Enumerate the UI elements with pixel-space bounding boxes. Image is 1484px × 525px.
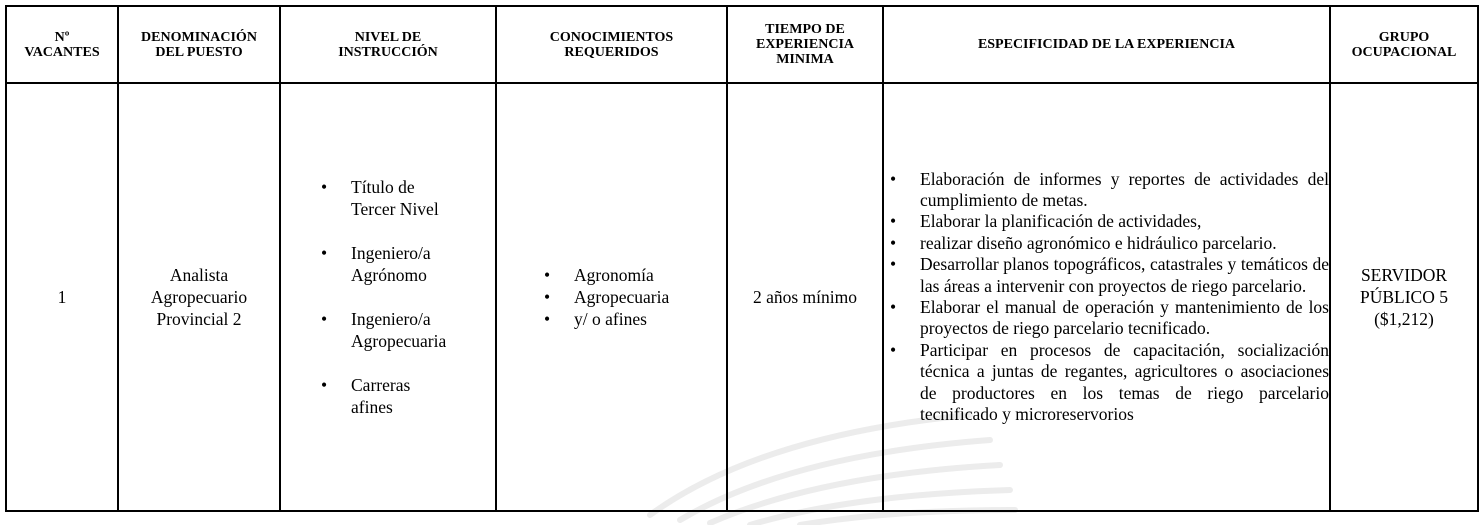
header-nivel-line1: NIVEL DE bbox=[354, 29, 422, 45]
header-tiempo-line3: MINIMA bbox=[776, 52, 834, 67]
cell-denominacion bbox=[118, 83, 280, 511]
header-conocimientos bbox=[496, 6, 727, 83]
header-denominacion-line1: DENOMINACIÓN bbox=[141, 29, 257, 45]
header-especificidad-line1: ESPECIFICIDAD DE LA EXPERIENCIA bbox=[977, 37, 1236, 52]
cell-conocimientos bbox=[496, 83, 727, 511]
vacantes-value: 1 bbox=[57, 287, 67, 307]
list-item bbox=[538, 286, 726, 308]
cell-nivel-instruccion bbox=[280, 83, 496, 511]
conocimiento-3: y/ o afines bbox=[574, 309, 647, 329]
list-item bbox=[538, 308, 726, 330]
list-item bbox=[884, 233, 1329, 254]
nivel-item-1-line2: Tercer Nivel bbox=[351, 199, 439, 219]
denominacion-line2: Agropecuario bbox=[150, 287, 248, 307]
header-grupo-ocupacional bbox=[1330, 6, 1478, 83]
header-tiempo-line2: EXPERIENCIA bbox=[755, 37, 854, 52]
cell-tiempo-experiencia bbox=[727, 83, 883, 511]
job-requirements-table bbox=[5, 5, 1479, 512]
cell-vacantes bbox=[6, 83, 118, 511]
list-item bbox=[884, 169, 1329, 212]
header-tiempo-line1: TIEMPO DE bbox=[765, 22, 845, 37]
header-vacantes-line1: Nº bbox=[54, 29, 70, 45]
cell-grupo-ocupacional bbox=[1330, 83, 1478, 511]
list-item bbox=[884, 340, 1329, 426]
nivel-item-4-line2: afines bbox=[351, 397, 393, 417]
header-denominacion-line2: DEL PUESTO bbox=[155, 44, 243, 60]
conocimientos-list bbox=[538, 264, 726, 330]
header-especificidad bbox=[883, 6, 1330, 83]
grupo-line1: SERVIDOR bbox=[1360, 265, 1448, 285]
header-tiempo-experiencia bbox=[727, 6, 883, 83]
especificidad-5: Elaborar el manual de operación y mantenimiento de los proyectos de riego parcelario tecnificado. bbox=[920, 297, 1329, 339]
especificidad-2: Elaborar la planificación de actividades, bbox=[920, 211, 1202, 232]
header-grupo-line2: OCUPACIONAL bbox=[1351, 44, 1457, 60]
nivel-item-4-line1: • Carreras bbox=[351, 375, 411, 395]
especificidad-6: Participar en procesos de capacitación, socialización técnica a juntas de regantes, agricultores o asociaciones de productores en los temas de riego parcelario tecnificado y microreservorios bbox=[920, 339, 1329, 425]
list-item bbox=[884, 254, 1329, 297]
list-item bbox=[538, 264, 726, 286]
nivel-item-2-line1: • Ingeniero/a bbox=[351, 243, 431, 263]
list-item bbox=[315, 176, 495, 220]
conocimiento-1: Agronomía bbox=[574, 265, 654, 285]
nivel-item-3-line2: Agropecuaria bbox=[351, 331, 447, 351]
nivel-item-2-line2: Agrónomo bbox=[351, 265, 427, 285]
list-item bbox=[884, 297, 1329, 340]
header-vacantes bbox=[6, 6, 118, 83]
grupo-line2: PÚBLICO 5 bbox=[1360, 287, 1448, 307]
nivel-item-3-line1: • Ingeniero/a bbox=[351, 309, 431, 329]
denominacion-line3: Provincial 2 bbox=[156, 309, 242, 329]
header-nivel-instruccion bbox=[280, 6, 496, 83]
header-nivel-line2: INSTRUCCIÓN bbox=[338, 44, 438, 60]
header-denominacion bbox=[118, 6, 280, 83]
list-item bbox=[315, 242, 495, 286]
denominacion-line1: Analista bbox=[169, 265, 229, 285]
conocimiento-2: Agropecuaria bbox=[574, 287, 670, 307]
header-conocimientos-line2: REQUERIDOS bbox=[564, 44, 659, 60]
tiempo-experiencia-value: 2 años mínimo bbox=[752, 287, 858, 307]
especificidad-3: realizar diseño agronómico e hidráulico parcelario. bbox=[920, 232, 1277, 253]
header-row bbox=[6, 6, 1478, 83]
nivel-item-1-line1: • Título de bbox=[351, 177, 415, 197]
grupo-line3: ($1,212) bbox=[1374, 309, 1434, 329]
cell-especificidad bbox=[883, 83, 1330, 511]
especificidad-list bbox=[884, 169, 1329, 426]
header-conocimientos-line1: CONOCIMIENTOS bbox=[549, 29, 674, 45]
especificidad-4: Desarrollar planos topográficos, catastrales y temáticos de las áreas a intervenir con proyectos de riego parcelario. bbox=[920, 254, 1329, 296]
list-item bbox=[315, 374, 495, 418]
table-row bbox=[6, 83, 1478, 511]
header-vacantes-line2: VACANTES bbox=[24, 44, 100, 60]
nivel-instruccion-list bbox=[315, 176, 495, 418]
header-grupo-line1: GRUPO bbox=[1378, 29, 1430, 45]
list-item bbox=[884, 211, 1329, 232]
list-item bbox=[315, 308, 495, 352]
especificidad-1: Elaboración de informes y reportes de actividades del cumplimiento de metas. bbox=[920, 168, 1329, 210]
